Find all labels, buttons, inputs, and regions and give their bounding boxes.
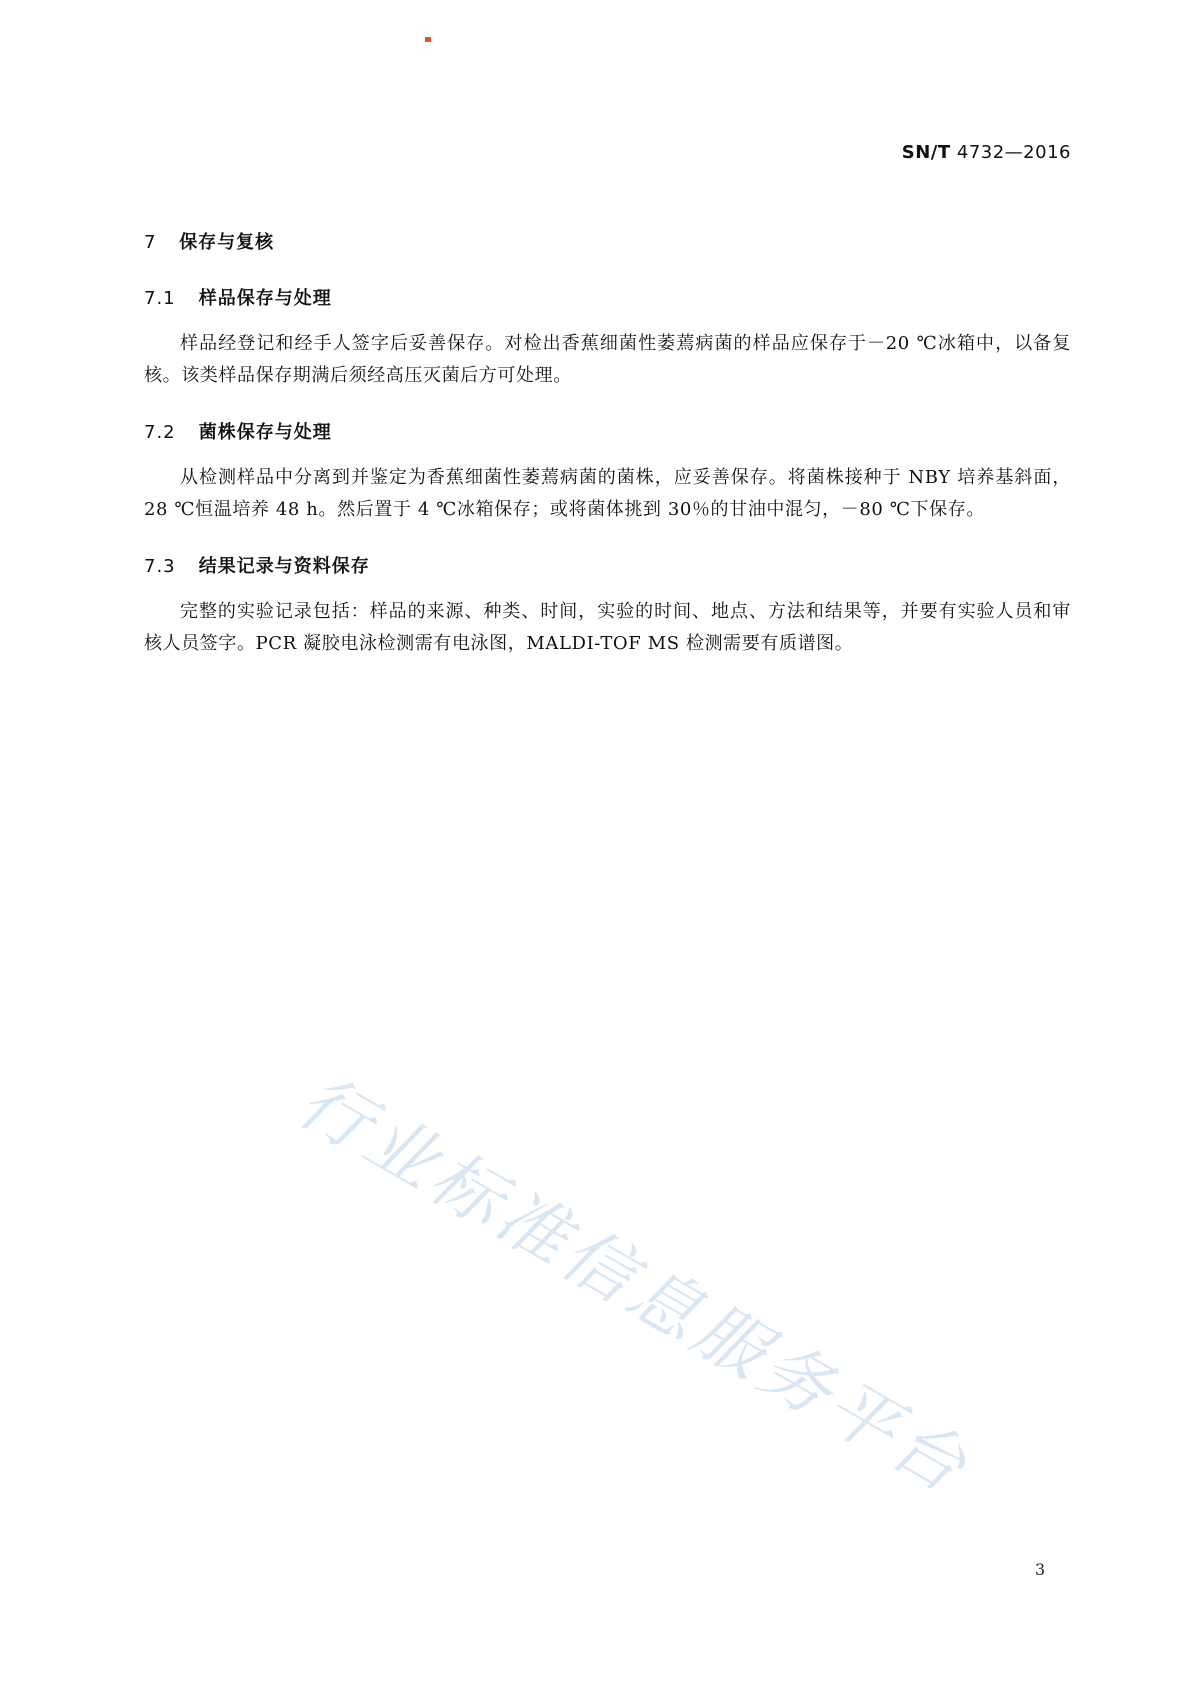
section-number: 7 — [144, 232, 157, 253]
section-title: 保存与复核 — [179, 232, 275, 253]
paragraph-7-2: 从检测样品中分离到并鉴定为香蕉细菌性萎蔫病菌的菌株，应妥善保存。将菌株接种于 NBY 培养基斜面，28 ℃恒温培养 48 h。然后置于 4 ℃冰箱保存；或将菌体挑到 30％的甘油中混匀，－80 ℃下保存。 — [144, 467, 1071, 520]
subsection-heading-7-3 — [144, 552, 1071, 582]
subsection-title: 样品保存与处理 — [198, 288, 332, 309]
subsection-title: 结果记录与资料保存 — [198, 556, 370, 577]
subsection-number: 7.3 — [144, 556, 176, 577]
paragraph-7-3: 完整的实验记录包括：样品的来源、种类、时间，实验的时间、地点、方法和结果等，并要有实验人员和审核人员签字。PCR 凝胶电泳检测需有电泳图，MALDI-TOF MS 检测需要有质谱图。 — [144, 601, 1071, 654]
subsection-number: 7.1 — [144, 288, 176, 309]
subsection-title: 菌株保存与处理 — [198, 422, 332, 443]
standard-code-header — [902, 142, 1071, 163]
document-body — [144, 228, 1071, 660]
standard-number: 4732—2016 — [956, 142, 1071, 163]
subsection-heading-7-1 — [144, 284, 1071, 314]
section-heading — [144, 228, 1071, 258]
standard-code: SN/T — [901, 142, 951, 163]
paragraph-7-1: 样品经登记和经手人签字后妥善保存。对检出香蕉细菌性萎蔫病菌的样品应保存于－20 ℃冰箱中，以备复核。该类样品保存期满后须经高压灭菌后方可处理。 — [144, 333, 1071, 386]
watermark: 行业标准信息服务平台 — [284, 1059, 984, 1511]
subsection-heading-7-2 — [144, 418, 1071, 448]
subsection-number: 7.2 — [144, 422, 176, 443]
orange-mark — [425, 37, 431, 42]
page-number: 3 — [1035, 1560, 1046, 1579]
